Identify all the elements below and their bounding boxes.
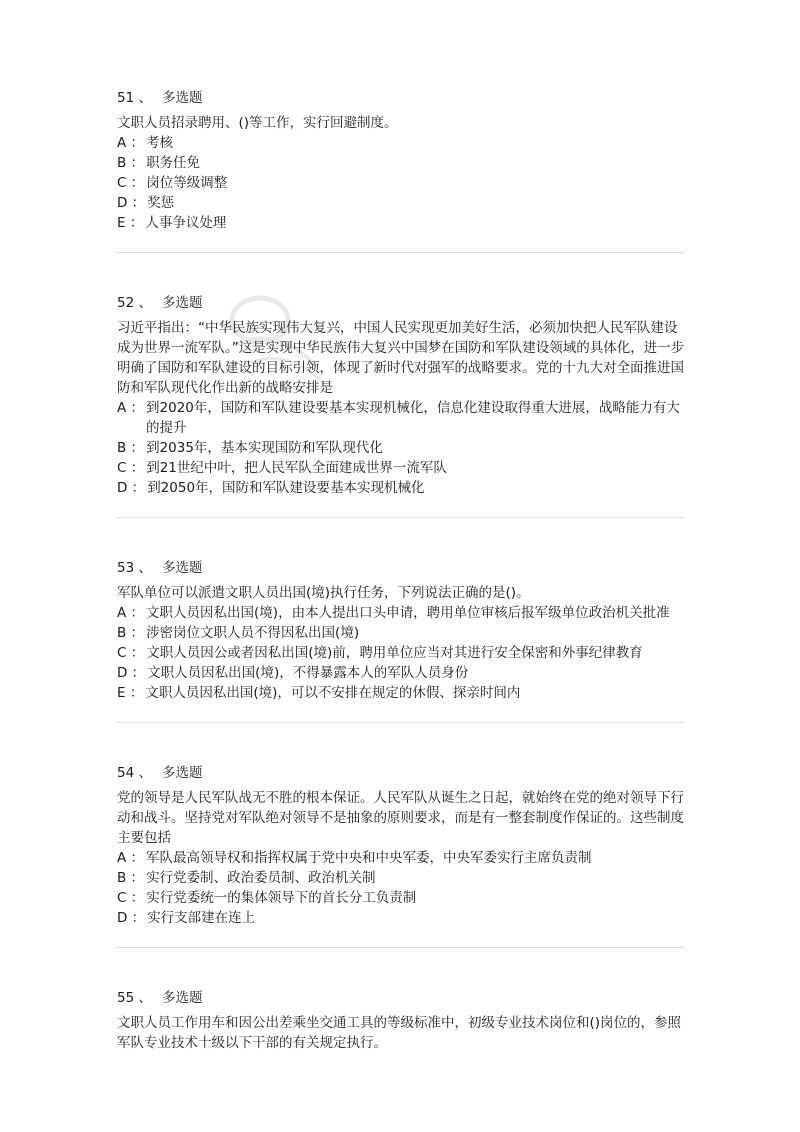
question-stem: 党的领导是人民军队战无不胜的根本保证。人民军队从诞生之日起，就始终在党的绝对领导下行动和战斗。坚持党对军队绝对领导不是抽象的原则要求，而是有一整套制度作保证的。这些制度主要包括 (117, 790, 684, 846)
option-letter: D ： (117, 665, 146, 681)
option-text: 文职人员因私出国(境)，由本人提出口头申请，聘用单位审核后报军级单位政治机关批准 (146, 605, 670, 621)
option-letter: A ： (117, 400, 145, 416)
option-text: 到2020年，国防和军队建设要基本实现机械化，信息化建设取得重大进展，战略能力有大的提升 (146, 400, 680, 436)
question-52 (117, 293, 685, 498)
option-letter: B ： (117, 440, 145, 456)
option-d (117, 478, 685, 498)
option-letter: E ： (117, 685, 144, 701)
question-type: 多选题 (161, 990, 203, 1006)
option-text: 人事争议处理 (145, 215, 227, 231)
divider (117, 517, 685, 518)
question-header (117, 988, 685, 1008)
question-header (117, 293, 685, 313)
question-list (117, 88, 685, 1053)
option-text: 文职人员因私出国(境)，可以不安排在规定的休假、探亲时间内 (145, 685, 521, 701)
option-text: 到21世纪中叶，把人民军队全面建成世界一流军队 (146, 460, 447, 476)
question-number: 52 、 (117, 295, 152, 311)
option-b (117, 438, 685, 458)
question-stem: 习近平指出：“中华民族实现伟大复兴，中国人民实现更加美好生活，必须加快把人民军队建设成为世界一流军队。”这是实现中华民族伟大复兴中国梦在国防和军队建设领域的具体化，进一步明确了国防和军队建设的目标引领，体现了新时代对强军的战略要求。党的十九大对全面推进国防和军队现代化作出新的战略安排是 (117, 320, 685, 396)
option-letter: C ： (117, 645, 145, 661)
option-c (117, 888, 685, 908)
option-letter: A ： (117, 605, 145, 621)
option-text: 到2035年，基本实现国防和军队现代化 (146, 440, 383, 456)
option-text: 考核 (146, 135, 174, 151)
option-letter: B ： (117, 870, 145, 886)
divider (117, 252, 685, 253)
option-b (117, 623, 685, 643)
option-letter: D ： (117, 195, 146, 211)
option-text: 岗位等级调整 (146, 175, 228, 191)
divider (117, 947, 685, 948)
option-letter: C ： (117, 175, 145, 191)
option-a (117, 133, 685, 153)
question-55 (117, 988, 685, 1053)
option-text: 军队最高领导权和指挥权属于党中央和中央军委，中央军委实行主席负责制 (146, 850, 592, 866)
option-letter: B ： (117, 625, 145, 641)
option-letter: D ： (117, 910, 146, 926)
option-letter: E ： (117, 215, 144, 231)
question-type: 多选题 (161, 295, 203, 311)
option-a (117, 398, 685, 438)
option-text: 文职人员因私出国(境)，不得暴露本人的军队人员身份 (147, 665, 469, 681)
question-stem: 文职人员招录聘用、()等工作，实行回避制度。 (117, 115, 398, 131)
question-stem: 文职人员工作用车和因公出差乘坐交通工具的等级标准中，初级专业技术岗位和()岗位的，参照军队专业技术十级以下干部的有关规定执行。 (117, 1015, 682, 1051)
question-number: 55 、 (117, 990, 152, 1006)
option-c (117, 173, 685, 193)
option-letter: A ： (117, 135, 145, 151)
option-letter: B ： (117, 155, 145, 171)
question-header (117, 558, 685, 578)
question-stem: 军队单位可以派遣文职人员出国(境)执行任务，下列说法正确的是()。 (117, 585, 530, 601)
option-letter: C ： (117, 460, 145, 476)
question-type: 多选题 (161, 90, 203, 106)
option-a (117, 848, 685, 868)
question-53 (117, 558, 685, 703)
option-b (117, 153, 685, 173)
option-text: 职务任免 (146, 155, 201, 171)
question-type: 多选题 (161, 560, 203, 576)
option-letter: D ： (117, 480, 146, 496)
option-text: 实行支部建在连上 (147, 910, 256, 926)
option-c (117, 458, 685, 478)
question-type: 多选题 (161, 765, 203, 781)
question-number: 51 、 (117, 90, 152, 106)
option-text: 涉密岗位文职人员不得因私出国(境) (146, 625, 360, 641)
option-text: 到2050年，国防和军队建设要基本实现机械化 (147, 480, 425, 496)
question-51 (117, 88, 685, 233)
option-letter: A ： (117, 850, 145, 866)
question-number: 54 、 (117, 765, 152, 781)
option-d (117, 908, 685, 928)
option-d (117, 663, 685, 683)
option-text: 奖惩 (147, 195, 175, 211)
question-number: 53 、 (117, 560, 152, 576)
question-54 (117, 763, 685, 928)
question-header (117, 88, 685, 108)
option-d (117, 193, 685, 213)
question-header (117, 763, 685, 783)
option-text: 实行党委统一的集体领导下的首长分工负责制 (146, 890, 417, 906)
option-a (117, 603, 685, 623)
option-e (117, 683, 685, 703)
option-text: 文职人员因公或者因私出国(境)前，聘用单位应当对其进行安全保密和外事纪律教育 (146, 645, 643, 661)
option-text: 实行党委制、政治委员制、政治机关制 (146, 870, 376, 886)
option-e (117, 213, 685, 233)
option-letter: C ： (117, 890, 145, 906)
option-b (117, 868, 685, 888)
divider (117, 722, 685, 723)
option-c (117, 643, 685, 663)
